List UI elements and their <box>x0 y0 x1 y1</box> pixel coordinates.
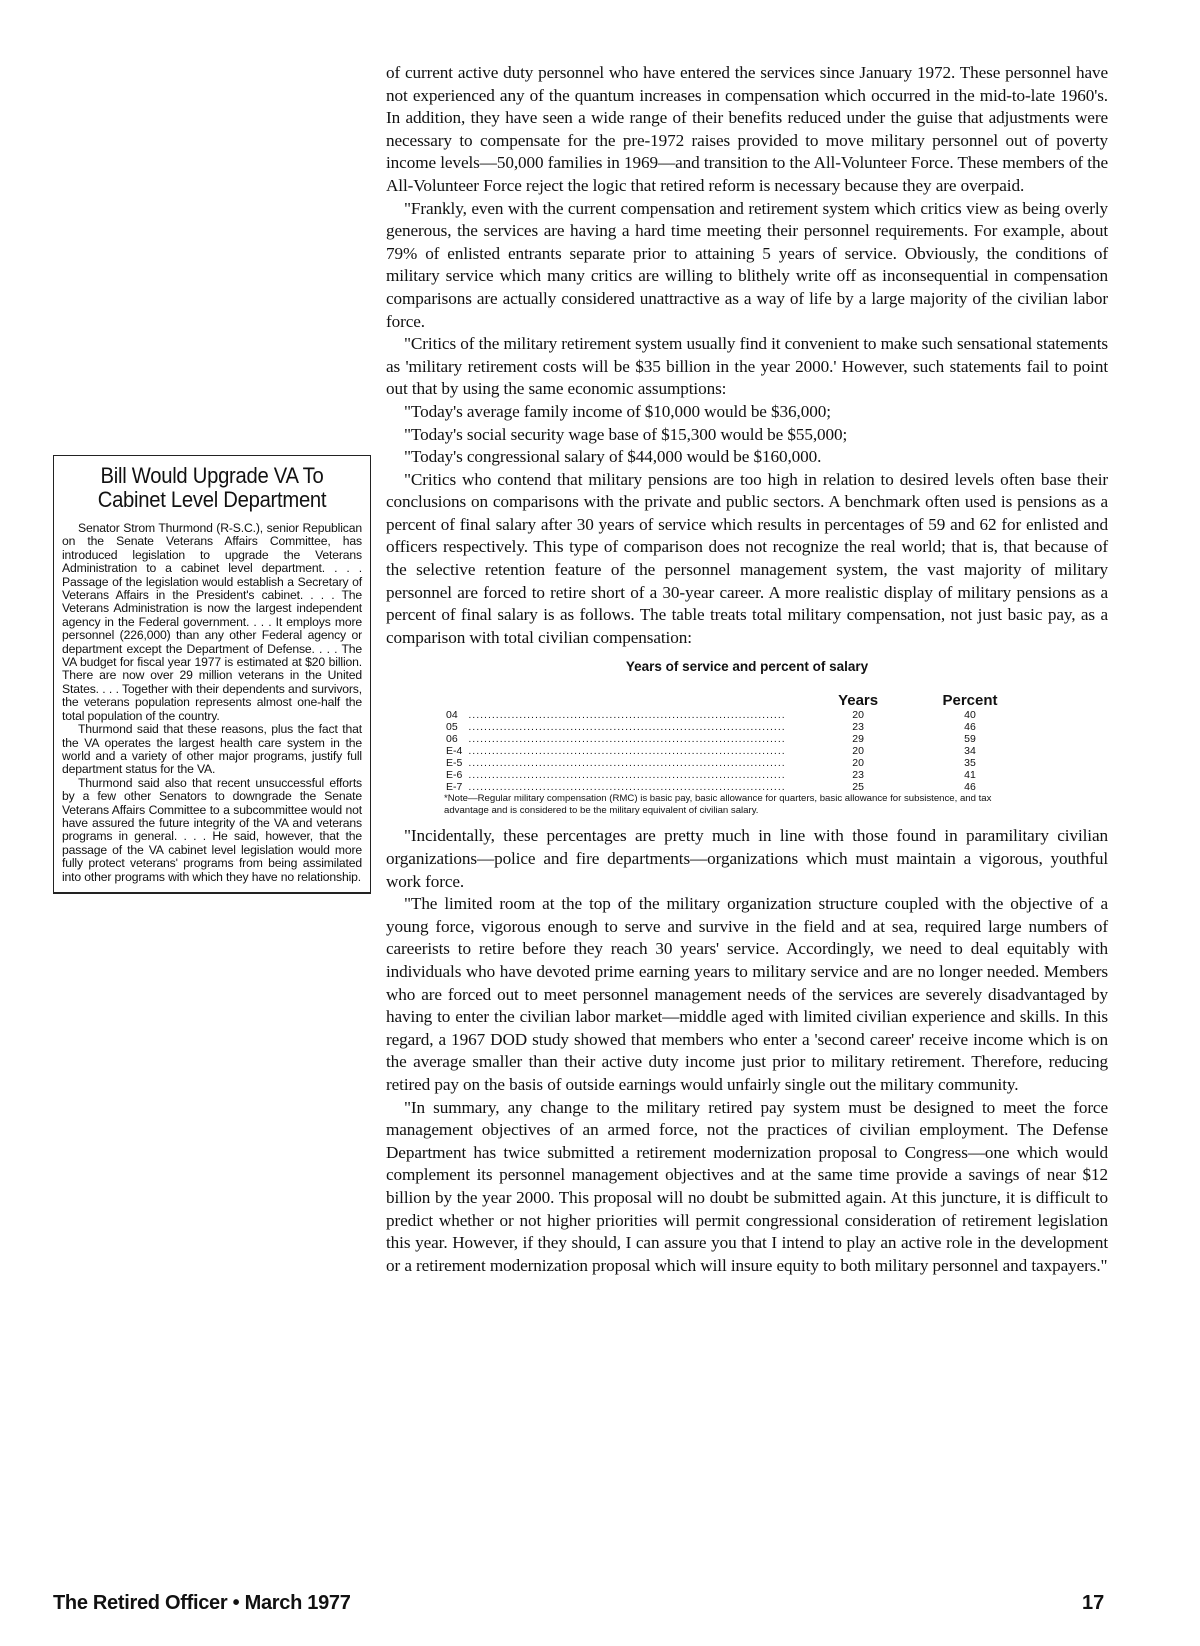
grade-cell: E-5 <box>446 757 463 770</box>
sidebar-title <box>74 464 350 512</box>
article-paragraph: "Incidentally, these percentages are pretty much in line with those found in paramilitary civilian organizations—police and fire departments—organizations which must maintain a vigorous, youthful work force. <box>386 826 1108 891</box>
table-title: Years of service and percent of salary <box>625 659 869 675</box>
article-paragraph: "Critics who contend that military pensions are too high in relation to desired levels often base their conclusions on comparisons with the private and public sectors. A benchmark often used is pensions as a percent of final salary after 30 years of service which results in percentages of 59 and 62 for enlisted and officers respectively. This type of comparison does not recognize the real world; that is, that because of the selective retention feature of the personnel management system, the vast majority of military personnel are forced to retire short of a 30-year career. A more realistic display of military pensions as a percent of final salary is as follows. The table treats total military compensation, not just basic pay, as a comparison with total civilian compensation: <box>386 469 1108 647</box>
years-cell: 23 <box>852 721 864 734</box>
table-row <box>446 769 1026 781</box>
article-paragraph: "Frankly, even with the current compensation and retirement system which critics view as being overly generous, the services are having a hard time meeting their personnel requirements. For example, about 79% of enlisted entrants separate prior to attaining 5 years of service. Obviously, the conditions of military service which many critics are willing to blithely write off as inconsequential in compensation comparisons are actually considered unattractive as a way of life by a large majority of the civilian labor force. <box>386 198 1108 331</box>
article-column <box>386 62 1108 1277</box>
grade-cell: E-7 <box>446 781 463 794</box>
leader-dots: ................................................................................. <box>468 769 786 782</box>
page-number: 17 <box>1082 1592 1105 1614</box>
footer-bullet: • <box>232 1592 240 1614</box>
percent-cell: 40 <box>964 709 976 722</box>
article-paragraph: "Critics of the military retirement system usually find it convenient to make such sensational statements as 'military retirement costs will be $35 billion in the year 2000.' However, such statements fail to point out that by using the same economic assumptions: <box>386 334 1108 399</box>
table-row <box>446 721 1026 733</box>
years-cell: 20 <box>852 757 864 770</box>
leader-dots: ................................................................................. <box>468 757 786 770</box>
assumption-line: "Today's social security wage base of $15,300 would be $55,000; <box>404 424 848 444</box>
years-cell: 20 <box>852 745 864 758</box>
leader-dots: ................................................................................. <box>468 709 786 722</box>
sidebar-title-line1: Bill Would Upgrade VA To <box>100 463 324 488</box>
table-row <box>446 757 1026 769</box>
table-row <box>446 733 1026 745</box>
percent-cell: 35 <box>964 757 976 770</box>
years-cell: 29 <box>852 733 864 746</box>
publication-name: The Retired Officer <box>53 1592 228 1614</box>
sidebar-text <box>62 522 362 884</box>
issue-date: March 1977 <box>244 1592 351 1614</box>
percent-cell: 41 <box>964 769 976 782</box>
leader-dots: ................................................................................. <box>468 781 786 794</box>
salary-table-block <box>386 659 1108 817</box>
leader-dots: ................................................................................. <box>468 733 786 746</box>
percent-cell: 46 <box>964 721 976 734</box>
grade-cell: 04 <box>446 709 458 722</box>
article-paragraph: of current active duty personnel who have entered the services since January 1972. These personnel have not experienced any of the quantum increases in compensation which occurred in the mid-to-late 1960's. In addition, they have seen a wide range of their benefits reduced under the guise that adjustments were necessary to compensate for the pre-1972 raises provided to move military personnel out of poverty income levels—50,000 families in 1969—and transition to the All-Volunteer Force. These members of the All-Volunteer Force reject the logic that retired reform is necessary because they are overpaid. <box>386 63 1108 195</box>
percent-cell: 46 <box>964 781 976 794</box>
col-header-years: Years <box>838 692 879 710</box>
grade-cell: E-4 <box>446 745 463 758</box>
sidebar-paragraph: Thurmond said also that recent unsuccessful efforts by a few other Senators to downgrade the Senate Veterans Affairs Committee to a subcommittee would not have assured the future integrity of the VA and veterans programs in general. . . . He said, however, that the passage of the VA cabinet level legislation would more fully protect veterans' programs from being assimilated into other programs with which they have no relationship. <box>62 775 362 884</box>
salary-table <box>446 692 1026 793</box>
leader-dots: ................................................................................. <box>468 745 786 758</box>
percent-cell: 59 <box>964 733 976 746</box>
col-header-percent: Percent <box>942 692 998 710</box>
sidebar-paragraph: Thurmond said that these reasons, plus the fact that the VA operates the largest health care system in the world and a variety of other major programs, justify full department status for the VA. <box>62 722 362 777</box>
assumption-line: "Today's average family income of $10,000 would be $36,000; <box>404 401 831 421</box>
assumption-line: "Today's congressional salary of $44,000 would be $160,000. <box>404 447 822 467</box>
table-note: *Note—Regular military compensation (RMC) is basic pay, basic allowance for quarters, basic allowance for subsistence, and tax advantage and is considered to be the military equivalent of civilian salary. <box>444 793 992 817</box>
years-cell: 20 <box>852 709 864 722</box>
table-row <box>446 781 1026 793</box>
article-paragraph: "The limited room at the top of the military organization structure coupled with the objective of a young force, vigorous enough to serve and survive in the field and at sea, required large numbers of careerists to retire before they reach 30 years' service. Accordingly, we need to deal equitably with individuals who have devoted prime earning years to military service and are no longer needed. Members who are forced out to meet personnel management needs of the services are severely disadvantaged by having to enter the civilian labor market—middle aged with limited civilian experience and skills. In this regard, a 1967 DOD study showed that members who enter a 'second career' receive income which is on the average smaller than their active duty income just prior to military retirement. Therefore, reducing retired pay on the basis of outside earnings would unfairly single out the military community. <box>386 894 1108 1094</box>
years-cell: 25 <box>852 781 864 794</box>
sidebar-box <box>53 455 371 894</box>
sidebar-title-line2: Cabinet Level Department <box>97 487 327 512</box>
leader-dots: ................................................................................. <box>468 721 786 734</box>
footer-publication <box>53 1592 351 1615</box>
grade-cell: 05 <box>446 721 458 734</box>
table-header-row <box>446 692 1026 709</box>
sidebar-paragraph: Senator Strom Thurmond (R-S.C.), senior Republican on the Senate Veterans Affairs Committee, has introduced legislation to upgrade the Veterans Administration to a cabinet level department. . . . Passage of the legislation would establish a Secretary of Veterans Affairs in the President's cabinet. . . . The Veterans Administration is now the largest independent agency in the Federal government. . . . It employs more personnel (226,000) than any other Federal agency or department except the Department of Defense. . . . The VA budget for fiscal year 1977 is estimated at $20 billion. There are now over 29 million veterans in the United States. . . . Together with their dependents and survivors, the veterans population represents almost one-half the total population of the country. <box>62 521 362 723</box>
grade-cell: E-6 <box>446 769 463 782</box>
table-row <box>446 709 1026 721</box>
percent-cell: 34 <box>964 745 976 758</box>
table-row <box>446 745 1026 757</box>
article-paragraph: "In summary, any change to the military retired pay system must be designed to meet the force management objectives of an armed force, not the practices of civilian employment. The Defense Department has twice submitted a retirement modernization proposal to Congress—one which would complement its personnel management objectives and at the same time provide a savings of near $12 billion by the year 2000. This proposal will no doubt be submitted again. At this juncture, it is difficult to predict whether or not higher priorities will permit congressional consideration of retirement legislation this year. However, if they should, I can assure you that I intend to play an active role in the development or a retirement modernization proposal which will insure equity to both military personnel and taxpayers." <box>386 1097 1108 1275</box>
grade-cell: 06 <box>446 733 458 746</box>
years-cell: 23 <box>852 769 864 782</box>
